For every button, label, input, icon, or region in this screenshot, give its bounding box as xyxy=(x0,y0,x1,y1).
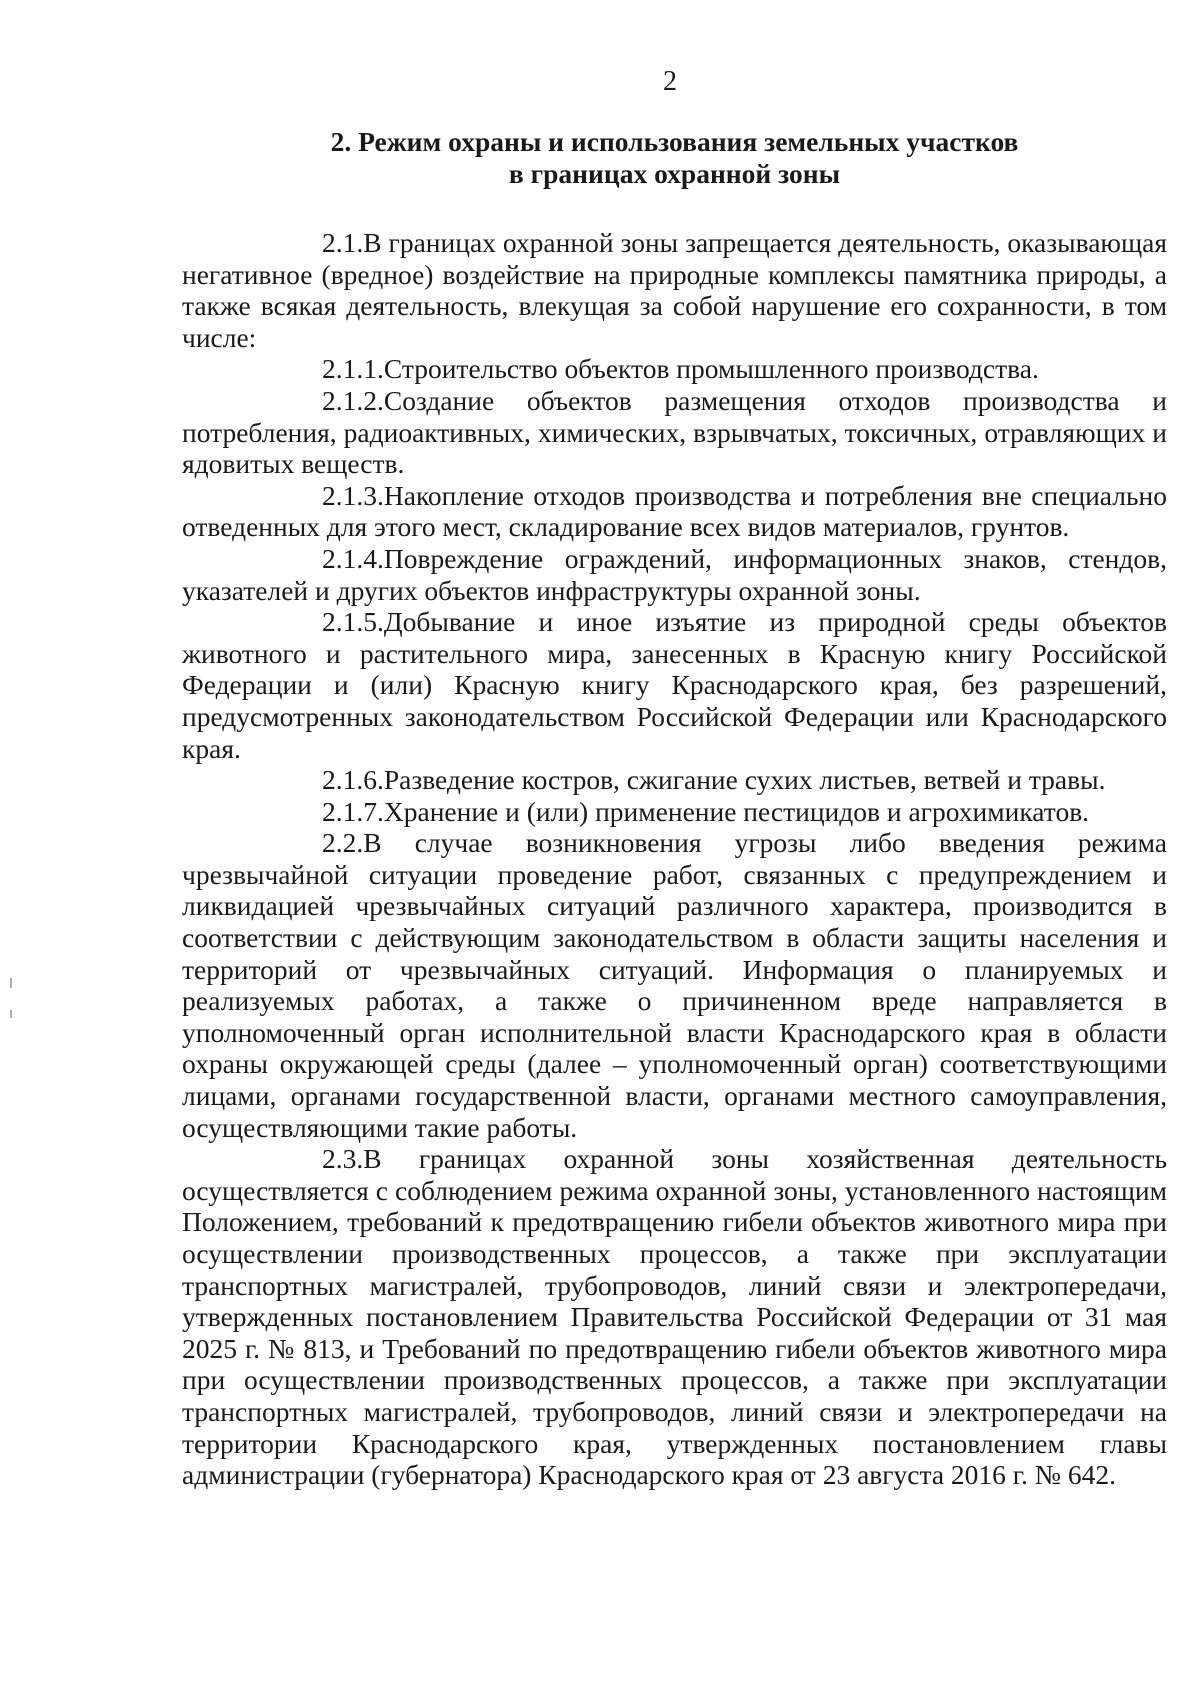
paragraph-text: Добывание и иное изъятие из природной среды объектов животного и растительного мира, занесенных в Красную книгу Российской Федерации и (или) Красную книгу Краснодарского края, без разрешений, предусмотренных законодательством Российской Федерации или Краснодарского края. xyxy=(182,606,1167,764)
paragraph-2-1-1 xyxy=(182,353,1167,385)
section-heading xyxy=(182,126,1167,190)
paragraph-2-1-5 xyxy=(182,606,1167,764)
paragraph-number: 2.1.5. xyxy=(322,606,384,638)
paragraph-text: В случае возникновения угрозы либо введения режима чрезвычайной ситуации проведение работ, связанных с предупреждением и ликвидацией чрезвычайных ситуаций различного характера, производится в соответствии с действующим законодательством в области защиты населения и территорий от чрезвычайных ситуаций. Информация о планируемых и реализуемых работах, а также о причиненном вреде направляется в уполномоченный орган исполнительной власти Краснодарского края в области охраны окружающей среды (далее – уполномоченный орган) соответствующими лицами, органами государственной власти, органами местного самоуправления, осуществляющими такие работы. xyxy=(182,827,1167,1143)
section-heading-line-2: в границах охранной зоны xyxy=(508,158,841,189)
paragraph-text: Хранение и (или) применение пестицидов и агрохимикатов. xyxy=(383,795,1090,827)
paragraph-text: Накопление отходов производства и потребления вне специально отведенных для этого мест, складирование всех видов материалов, грунтов. xyxy=(182,479,1167,543)
paragraph-text: Создание объектов размещения отходов производства и потребления, радиоактивных, химических, взрывчатых, токсичных, отравляющих и ядовитых веществ. xyxy=(182,384,1167,480)
page-number: 2 xyxy=(663,66,677,97)
scan-speck xyxy=(10,978,12,988)
section-heading-line-1: 2. Режим охраны и использования земельных участков xyxy=(330,126,1019,157)
paragraph-2-3 xyxy=(182,1143,1167,1491)
scan-speck xyxy=(10,1010,12,1018)
paragraph-number: 2.1.3. xyxy=(322,479,384,511)
paragraph-text: Строительство объектов промышленного производства. xyxy=(383,353,1039,385)
paragraph-number: 2.2. xyxy=(322,827,364,859)
paragraph-2-1-3 xyxy=(182,480,1167,543)
paragraph-2-1-4 xyxy=(182,543,1167,606)
paragraph-number: 2.1.7. xyxy=(322,795,384,827)
paragraph-2-1-7 xyxy=(182,796,1167,828)
paragraph-2-1-6 xyxy=(182,764,1167,796)
paragraph-number: 2.1.6. xyxy=(322,764,384,796)
paragraph-2-1 xyxy=(182,227,1167,353)
paragraph-2-1-2 xyxy=(182,385,1167,480)
paragraph-number: 2.1. xyxy=(322,227,364,258)
paragraph-text: В границах охранной зоны хозяйственная деятельность осуществляется с соблюдением режима охранной зоны, установленного настоящим Положением, требований к предотвращению гибели объектов животного мира при осуществлении производственных процессов, а также при эксплуатации транспортных магистралей, трубопроводов, линий связи и электропередачи, утвержденных постановлением Правительства Российской Федерации от 31 мая 2025 г. № 813, и Требований по предотвращению гибели объектов животного мира при осуществлении производственных процессов, а также при эксплуатации транспортных магистралей, трубопроводов, линий связи и электропередачи на территории Краснодарского края, утвержденных постановлением главы администрации (губернатора) Краснодарского края от 23 августа 2016 г. № 642. xyxy=(182,1143,1167,1491)
paragraph-number: 2.1.2. xyxy=(322,384,384,416)
paragraph-text: Разведение костров, сжигание сухих листьев, ветвей и травы. xyxy=(383,764,1106,796)
paragraph-number: 2.3. xyxy=(322,1143,364,1175)
paragraph-text: Повреждение ограждений, информационных знаков, стендов, указателей и других объектов инфраструктуры охранной зоны. xyxy=(182,542,1167,606)
paragraph-2-2 xyxy=(182,827,1167,1143)
document-body xyxy=(182,227,1167,1491)
paragraph-text: В границах охранной зоны запрещается деятельность, оказывающая негативное (вредное) воздействие на природные комплексы памятника природы, а также всякая деятельность, влекущая за собой нарушение его сохранности, в том числе: xyxy=(182,227,1167,353)
paragraph-number: 2.1.1. xyxy=(322,353,384,385)
paragraph-number: 2.1.4. xyxy=(322,542,384,574)
